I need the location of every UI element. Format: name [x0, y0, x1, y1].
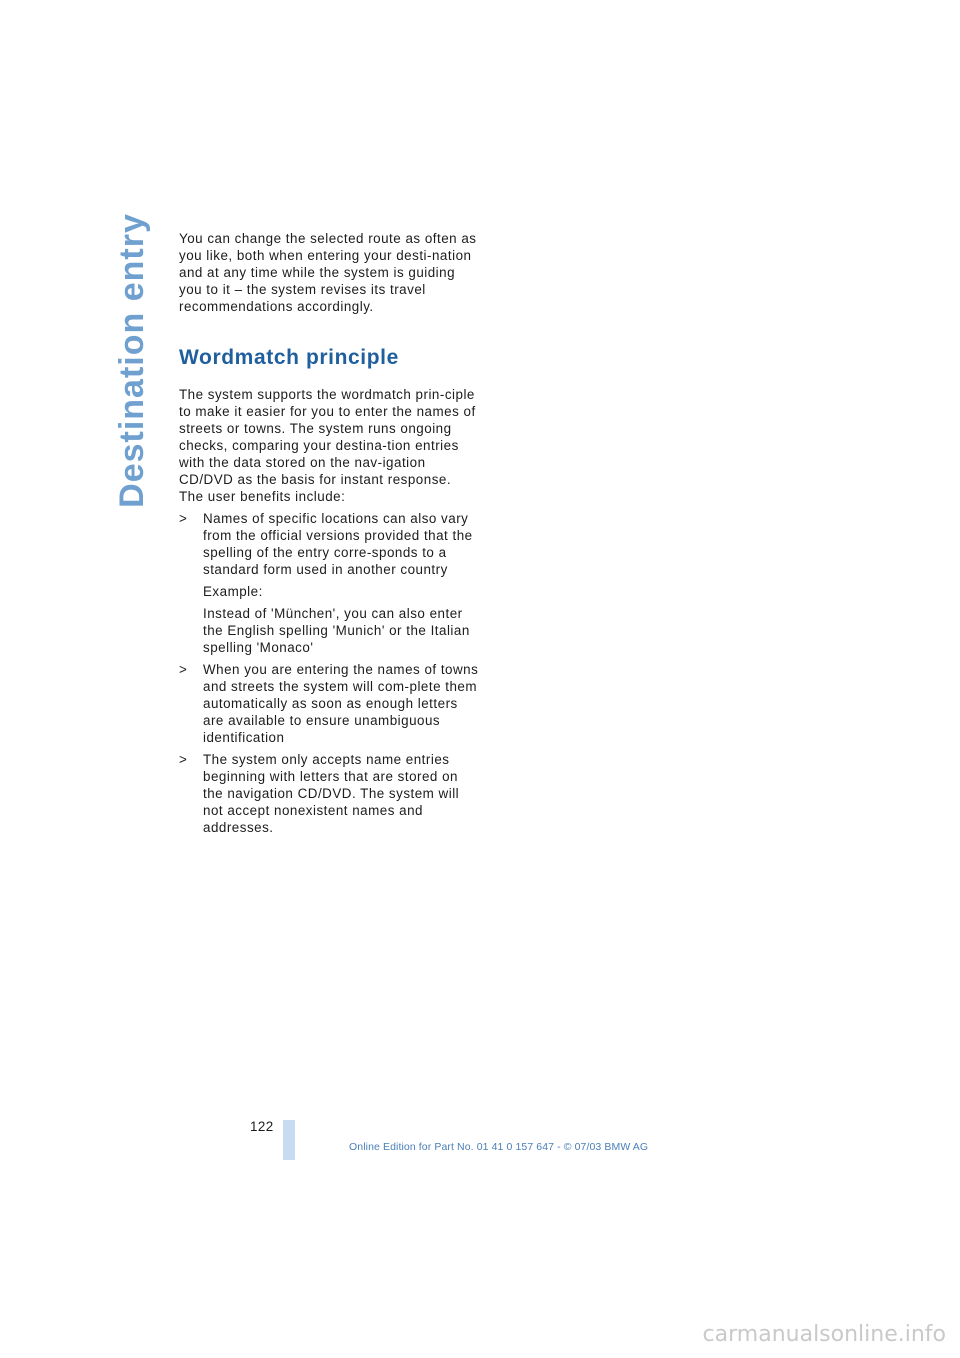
list-item-text: Names of specific locations can also vary from the official versions provided that the spelling of the entry corre-sponds to a standard form used in another country [203, 511, 473, 577]
benefit-list [179, 510, 479, 836]
page-number: 122 [250, 1119, 274, 1134]
body-paragraph: The system supports the wordmatch prin-ciple to make it easier for you to enter the names of streets or towns. The system runs ongoing checks, comparing your destina-tion entries with the data stored on the nav-igation CD/DVD as the basis for instant response. The user benefits include: [179, 387, 476, 504]
section-side-title-text: Destination entry [112, 212, 151, 508]
intro-paragraph: You can change the selected route as often as you like, both when entering your desti-nation and at any time while the system is guiding you to it – the system revises its travel recommendations accordingly. [179, 231, 477, 314]
list-item [179, 751, 479, 836]
example-label: Example: [203, 584, 263, 599]
watermark: carmanualsonline.info [702, 1322, 946, 1347]
list-item-text: The system only accepts name entries beginning with letters that are stored on the navigation CD/DVD. The system will not accept nonexistent names and addresses. [203, 752, 460, 835]
bullet-arrow-icon: > [179, 662, 188, 677]
page-number-bar [283, 1120, 295, 1160]
list-item [179, 661, 479, 746]
bullet-arrow-icon: > [179, 511, 188, 526]
section-side-title [108, 212, 156, 508]
page-content [179, 230, 479, 841]
footer-edition-note: Online Edition for Part No. 01 41 0 157 647 - © 07/03 BMW AG [349, 1141, 649, 1153]
example-text: Instead of 'München', you can also enter the English spelling 'Munich' or the Italian spelling 'Monaco' [203, 606, 470, 655]
list-item [179, 510, 479, 656]
section-heading: Wordmatch principle [179, 346, 399, 369]
bullet-arrow-icon: > [179, 752, 188, 767]
list-item-text: When you are entering the names of towns and streets the system will com-plete them automatically as soon as enough letters are available to ensure unambiguous identification [203, 662, 479, 745]
